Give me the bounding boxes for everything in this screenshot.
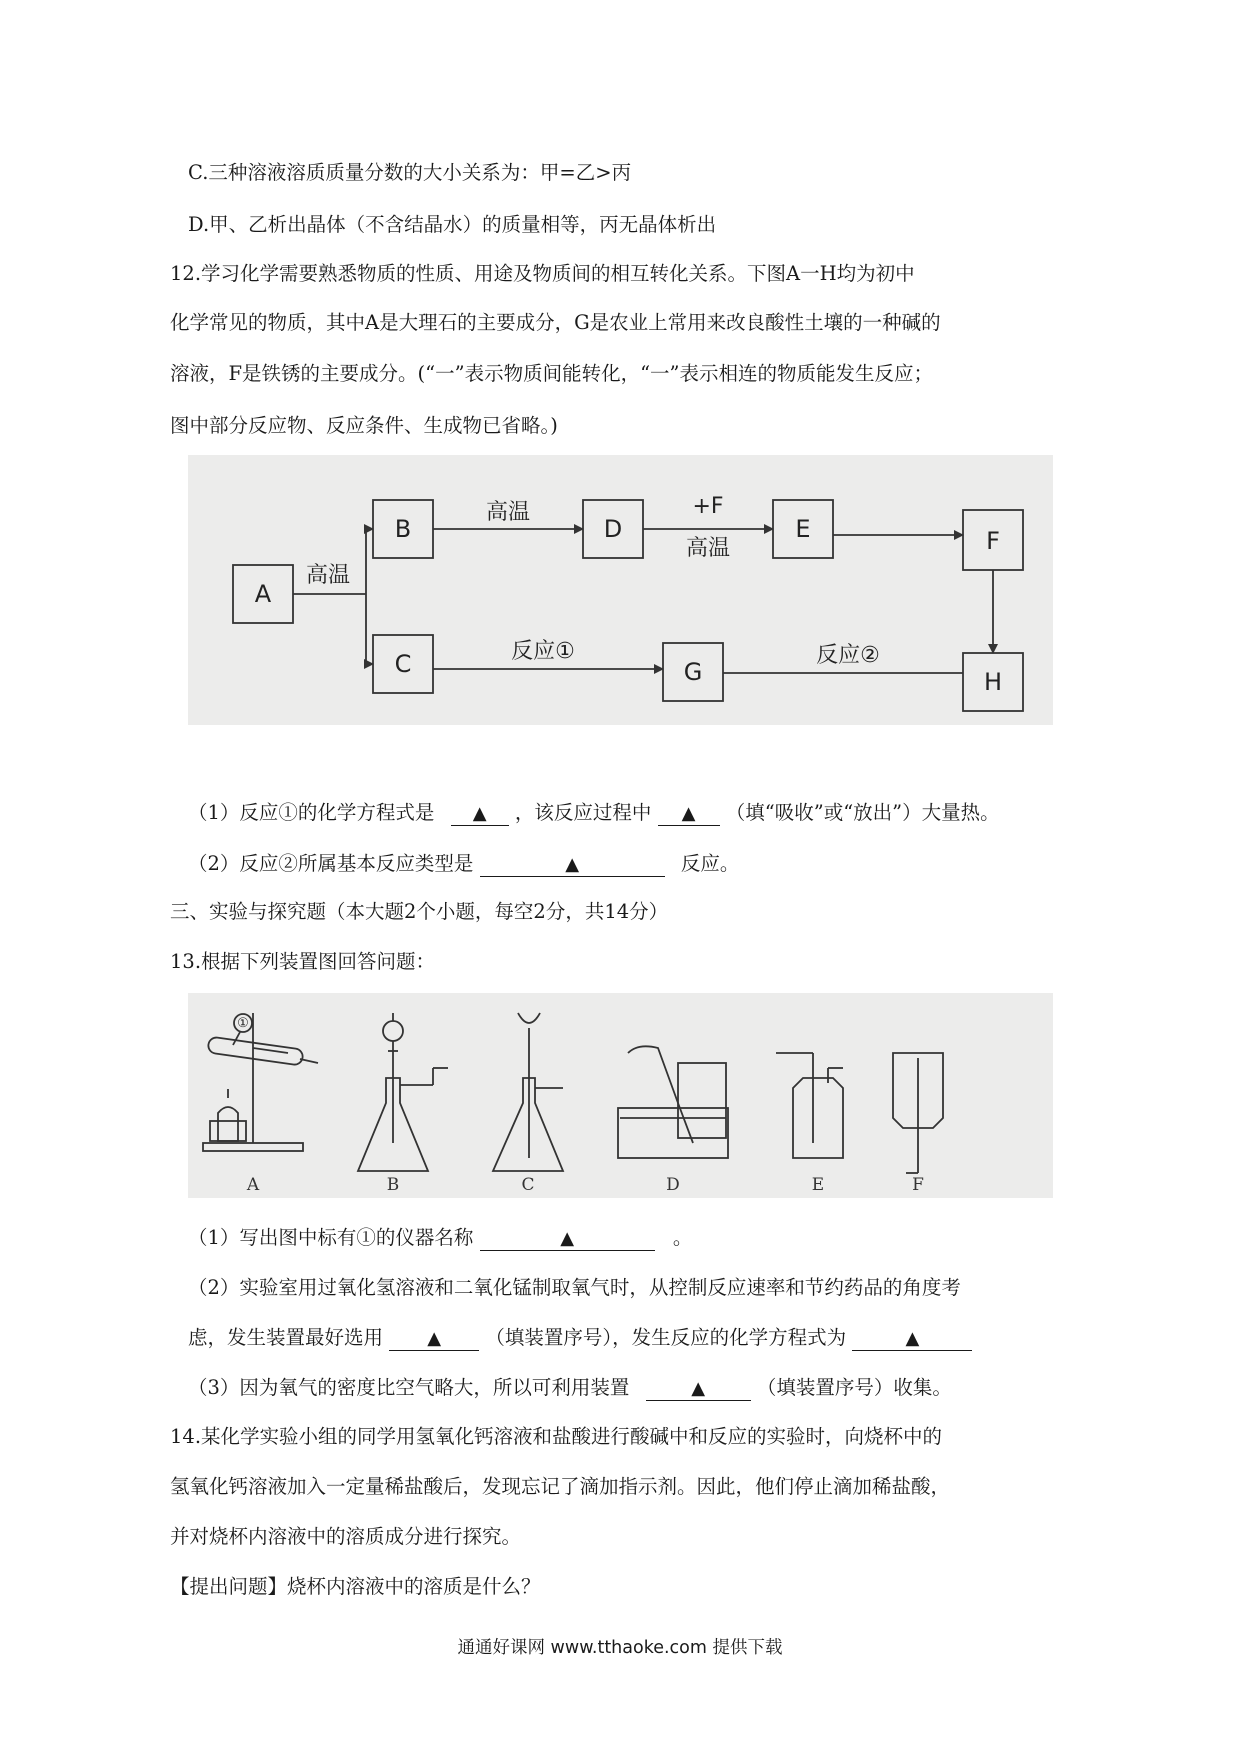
q12-sub1-answer-blank-2[interactable]: ▲ <box>658 803 720 826</box>
q14-question <box>170 1574 541 1600</box>
q12-stem-line-3: 溶液，F是铁锈的主要成分。(“一”表示物质间能转化，“一”表示相连的物质能发生反应； <box>170 362 934 385</box>
label-b-to-d: 高温 <box>485 500 531 525</box>
apparatus-label-a: A <box>246 1175 260 1195</box>
q13-sub2-text-1: 虑，发生装置最好选用 <box>188 1326 384 1349</box>
q13-sub3-text-2: （填装置序号）收集。 <box>756 1376 952 1399</box>
apparatus-label-c: C <box>521 1175 535 1195</box>
q12-flow-diagram <box>188 455 1053 725</box>
q13-sub1 <box>188 1225 692 1251</box>
q14-question-text: 烧杯内溶液中的溶质是什么？ <box>287 1575 541 1598</box>
q13-sub1-text-2: 。 <box>672 1226 693 1249</box>
node-h-label: H <box>983 668 1003 696</box>
q12-sub1-text-1: （1）反应①的化学方程式是 <box>188 801 435 824</box>
q14-stem-line-1: 14.某化学实验小组的同学用氢氧化钙溶液和盐酸进行酸碱中和反应的实验时，向烧杯中的 <box>170 1425 943 1448</box>
node-g-label: G <box>683 658 703 686</box>
q12-sub1-answer-blank-1[interactable]: ▲ <box>451 803 509 826</box>
label-g-to-h: 反应② <box>816 643 880 668</box>
apparatus-b <box>358 1013 448 1171</box>
q14-question-tag: 【提出问题】 <box>170 1575 288 1598</box>
q13-sub1-text-1: （1）写出图中标有①的仪器名称 <box>188 1226 474 1249</box>
page-footer: 通通好课网 www.tthaoke.com 提供下载 <box>457 1638 783 1658</box>
q12-sub1-text-3: （填“吸收”或“放出”）大量热。 <box>725 801 1000 824</box>
node-b-label: B <box>394 515 412 543</box>
apparatus-marker-label: ① <box>237 1016 249 1031</box>
q11-option-c: C.三种溶液溶质质量分数的大小关系为：甲=乙>丙 <box>188 161 632 184</box>
q13-sub2-line-2 <box>188 1325 972 1351</box>
apparatus-label-e: E <box>811 1175 825 1195</box>
section-3-title: 三、实验与探究题（本大题2个小题，每空2分，共14分） <box>170 900 669 923</box>
apparatus-label-f: F <box>912 1175 924 1195</box>
q14-stem-line-3: 并对烧杯内溶液中的溶质成分进行探究。 <box>170 1525 522 1548</box>
node-e-label: E <box>795 515 811 543</box>
q13-sub2-text-2: （填装置序号），发生反应的化学方程式为 <box>485 1326 847 1349</box>
q11-option-d: D.甲、乙析出晶体（不含结晶水）的质量相等，丙无晶体析出 <box>188 213 717 236</box>
apparatus-d <box>618 1046 728 1158</box>
label-a-out: 高温 <box>305 563 351 588</box>
apparatus-e <box>776 1053 843 1158</box>
q12-sub2-text-1: （2）反应②所属基本反应类型是 <box>188 852 474 875</box>
q12-stem-line-4: 图中部分反应物、反应条件、生成物已省略。) <box>170 414 558 437</box>
q13-sub2-answer-blank-1[interactable]: ▲ <box>389 1328 479 1351</box>
q13-sub3-answer-blank[interactable]: ▲ <box>646 1378 751 1401</box>
q13-sub3 <box>188 1375 952 1401</box>
q14-stem-line-2: 氢氧化钙溶液加入一定量稀盐酸后，发现忘记了滴加指示剂。因此，他们停止滴加稀盐酸， <box>170 1475 951 1498</box>
q12-stem-line-1: 12.学习化学需要熟悉物质的性质、用途及物质间的相互转化关系。下图A一H均为初中 <box>170 262 915 285</box>
q12-sub1-text-2: ，该反应过程中 <box>514 801 652 824</box>
q13-stem: 13.根据下列装置图回答问题： <box>170 950 436 973</box>
q13-sub2-line-1: （2）实验室用过氧化氢溶液和二氧化锰制取氧气时，从控制反应速率和节约药品的角度考 <box>188 1276 961 1299</box>
q13-sub1-answer-blank[interactable]: ▲ <box>480 1228 655 1251</box>
apparatus-f <box>893 1053 943 1173</box>
q13-sub2-answer-blank-2[interactable]: ▲ <box>852 1328 972 1351</box>
node-c-label: C <box>394 650 412 678</box>
q12-stem-line-2: 化学常见的物质，其中A是大理石的主要成分，G是农业上常用来改良酸性土壤的一种碱的 <box>170 311 941 334</box>
apparatus-c <box>493 1013 563 1171</box>
q12-sub1 <box>188 800 1000 826</box>
label-c-to-g: 反应① <box>511 639 575 664</box>
node-d-label: D <box>603 515 623 543</box>
node-a-label: A <box>254 580 272 608</box>
q12-sub2-text-2: 反应。 <box>680 852 740 875</box>
q13-sub3-text-1: （3）因为氧气的密度比空气略大，所以可利用装置 <box>188 1376 630 1399</box>
apparatus-label-b: B <box>386 1175 400 1195</box>
q13-apparatus-figure <box>188 993 1053 1198</box>
node-f-label: F <box>986 527 1000 555</box>
label-d-to-e-bottom: 高温 <box>685 536 731 561</box>
q12-sub2 <box>188 851 739 877</box>
q12-sub2-answer-blank[interactable]: ▲ <box>480 854 665 877</box>
label-d-to-e-top: +F <box>692 494 724 519</box>
apparatus-a <box>203 1013 318 1151</box>
apparatus-label-d: D <box>666 1175 680 1195</box>
